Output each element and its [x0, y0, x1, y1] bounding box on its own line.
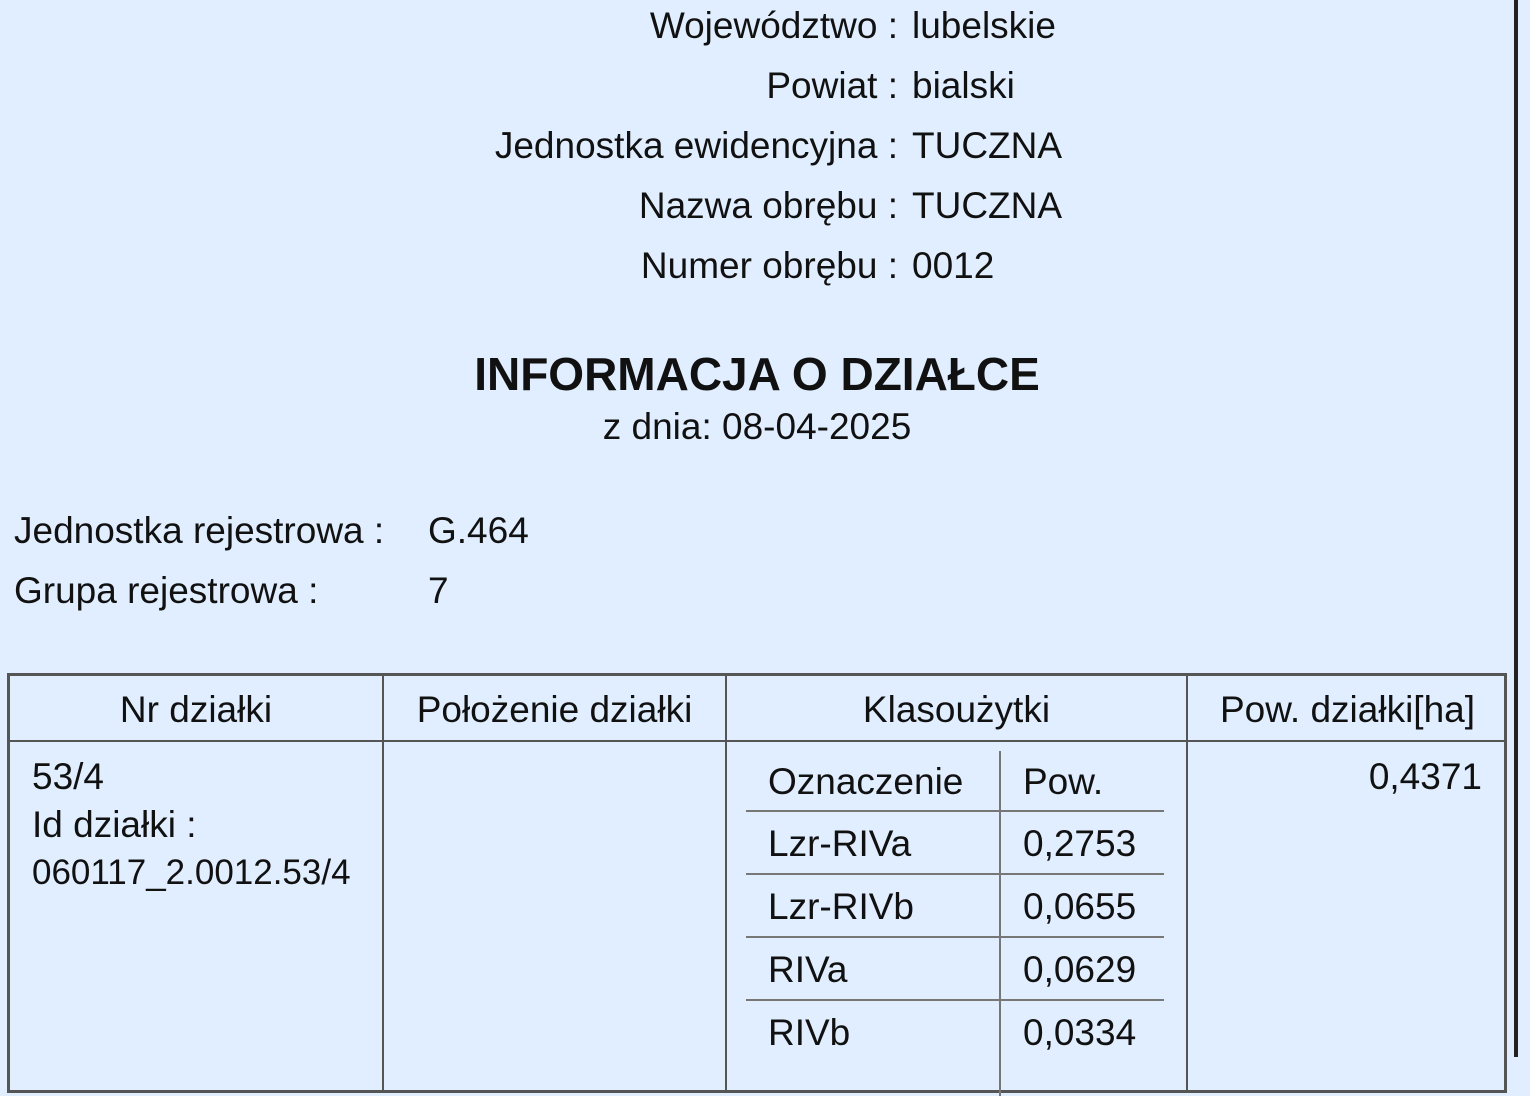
location-row-voivodeship: [0, 0, 1530, 56]
class-area: 0,0334: [1023, 1012, 1137, 1053]
sub-column-divider: [999, 751, 1001, 1096]
location-label: Województwo :: [649, 5, 898, 46]
registry-unit-label: Jednostka rejestrowa :: [14, 510, 385, 551]
plot-table: [7, 673, 1507, 1093]
header-land-classes: Klasoużytki: [862, 689, 1051, 730]
location-row-precinct-name: [0, 176, 1530, 236]
plot-id-label: Id działki :: [32, 804, 197, 845]
document-title: INFORMACJA O DZIAŁCE: [474, 348, 1040, 400]
plot-id: 060117_2.0012.53/4: [32, 853, 351, 892]
location-label: Nazwa obrębu :: [638, 185, 898, 226]
location-value: 0012: [912, 245, 995, 286]
location-label: Jednostka ewidencyjna :: [494, 125, 898, 166]
classes-header-code: Oznaczenie: [768, 761, 964, 802]
location-value: TUCZNA: [912, 125, 1063, 166]
location-value: bialski: [912, 65, 1015, 106]
location-label: Powiat :: [766, 65, 898, 106]
location-value: lubelskie: [912, 5, 1056, 46]
header-plot-location: Położenie działki: [416, 689, 693, 730]
header-divider: [10, 740, 1504, 742]
header-plot-number: Nr działki: [119, 689, 273, 730]
plot-number: 53/4: [32, 756, 105, 797]
class-code: Lzr-RIVb: [768, 886, 914, 927]
location-row-precinct-number: [0, 236, 1530, 296]
location-value: TUCZNA: [912, 185, 1063, 226]
location-row-county: [0, 56, 1530, 116]
classes-header-area: Pow.: [1023, 761, 1104, 802]
class-area: 0,0629: [1023, 949, 1137, 990]
document-date: z dnia: 08-04-2025: [602, 406, 912, 447]
class-code: Lzr-RIVa: [768, 823, 912, 864]
location-label: Numer obrębu :: [640, 245, 898, 286]
registry-group-row: [14, 561, 449, 621]
registry-unit-row: [14, 501, 529, 561]
registry-unit-value: G.464: [428, 510, 529, 551]
registry-group-label: Grupa rejestrowa :: [14, 570, 319, 611]
class-area: 0,0655: [1023, 886, 1137, 927]
registry-group-value: 7: [428, 570, 449, 611]
class-area: 0,2753: [1023, 823, 1137, 864]
header-plot-area: Pow. działki[ha]: [1219, 689, 1476, 730]
location-row-registry-unit: [0, 116, 1530, 176]
plot-area-value: 0,4371: [1368, 756, 1482, 797]
class-code: RIVb: [768, 1012, 851, 1053]
class-code: RIVa: [768, 949, 848, 990]
